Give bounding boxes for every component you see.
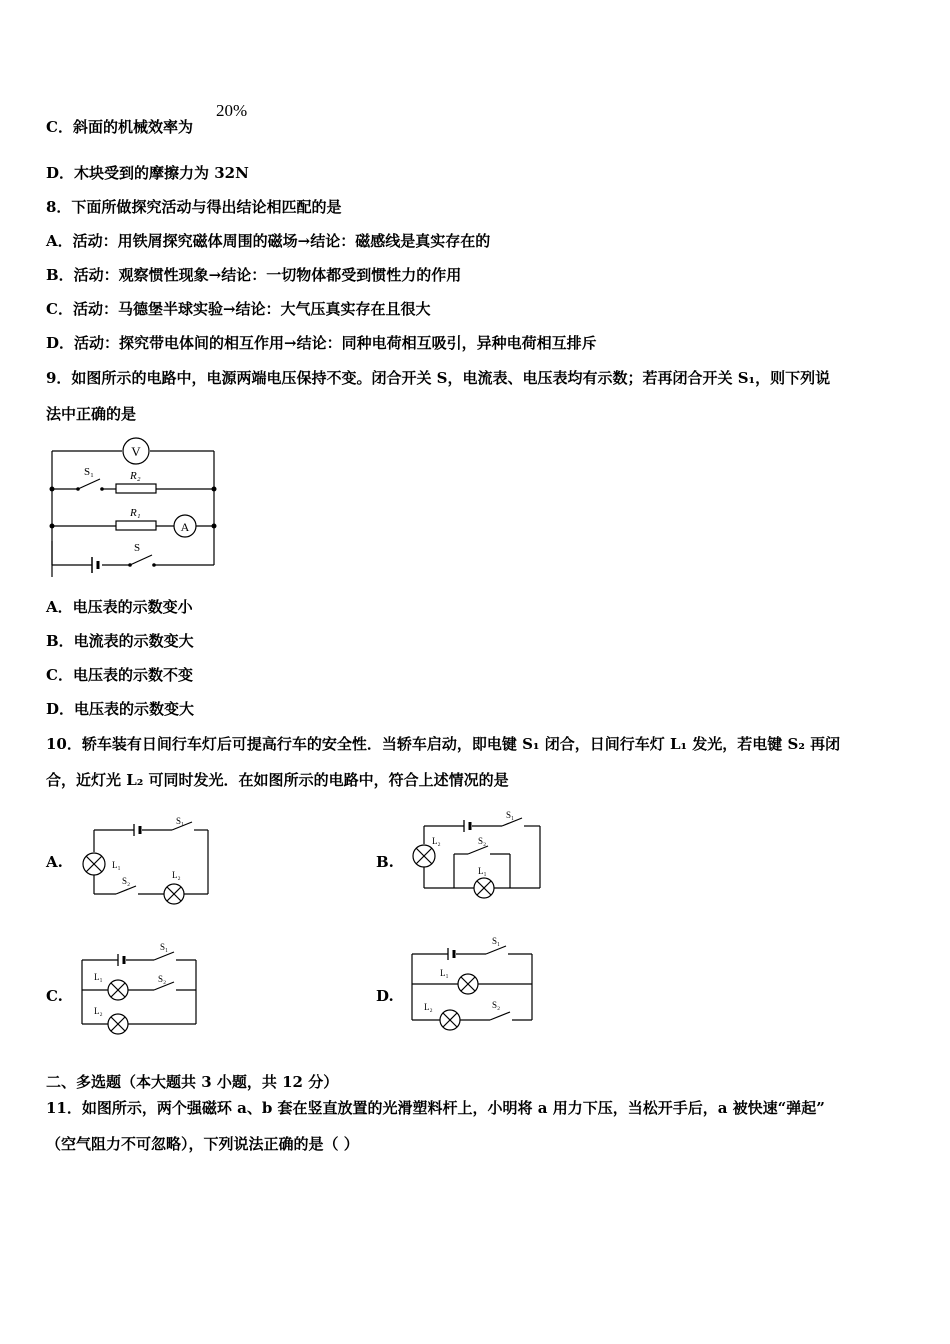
- q10-option-d-label: D.: [376, 987, 394, 1005]
- q10-circuit-a: [76, 812, 216, 912]
- q8-option-d: D．活动：探究带电体间的相互作用→结论：同种电荷相互吸引，异种电荷相互排斥: [46, 334, 597, 352]
- q10a-l1: L₁: [112, 860, 121, 870]
- q10c-l2: L₂: [94, 1006, 103, 1016]
- q9-circuit-diagram: [46, 437, 226, 577]
- q10b-s2: S₂: [478, 836, 487, 846]
- q9-label-s1: S₁: [84, 466, 94, 478]
- q9-option-d: D．电压表的示数变大: [46, 700, 195, 718]
- q8-option-b: B．活动：观察惯性现象→结论：一切物体都受到惯性力的作用: [46, 266, 462, 284]
- q9-label-r1: R₁: [130, 507, 141, 519]
- q9-option-a: A．电压表的示数变小: [46, 598, 193, 616]
- q11-stem-line1: 11．如图所示，两个强磁环 a、b 套在竖直放置的光滑塑料杆上，小明将 a 用力下压，当松开手后，a 被快速“弹起”: [46, 1099, 825, 1117]
- q10-stem-line2: 合，近灯光 L₂ 可同时发光．在如图所示的电路中，符合上述情况的是: [46, 771, 509, 789]
- q10c-s2: S₂: [158, 974, 167, 984]
- q10-option-c-label: C.: [46, 987, 63, 1005]
- q10b-l2: L₂: [432, 836, 441, 846]
- q9-label-r2: R₂: [130, 470, 141, 482]
- q9-stem-line2: 法中正确的是: [46, 405, 137, 423]
- q10d-l2: L₂: [424, 1002, 433, 1012]
- q10d-l1: L₁: [440, 968, 449, 978]
- q10b-s1: S₁: [506, 810, 515, 820]
- q7-option-d: D．木块受到的摩擦力为 32N: [46, 164, 249, 182]
- q10a-s1: S₁: [176, 816, 185, 826]
- q10b-l1: L₁: [478, 866, 487, 876]
- q10-option-a-label: A.: [46, 853, 63, 871]
- q10a-s2: S₂: [122, 876, 131, 886]
- q10d-s1: S₁: [492, 936, 501, 946]
- voltmeter-label: V: [131, 444, 141, 459]
- q10c-s1: S₁: [160, 942, 169, 952]
- q10c-l1: L₁: [94, 972, 103, 982]
- q9-option-c: C．电压表的示数不变: [46, 666, 193, 684]
- q10a-l2: L₂: [172, 870, 181, 880]
- q8-stem: 8．下面所做探究活动与得出结论相匹配的是: [46, 198, 342, 216]
- q8-option-c: C．活动：马德堡半球实验→结论：大气压真实存在且很大: [46, 300, 431, 318]
- q10-circuit-d: [406, 934, 546, 1034]
- q7-option-c-value: 20%: [216, 101, 248, 120]
- q9-stem-line1: 9．如图所示的电路中，电源两端电压保持不变。闭合开关 S，电流表、电压表均有示数；若再闭合开关 S₁，则下列说: [46, 369, 831, 387]
- q10d-s2: S₂: [492, 1000, 501, 1010]
- section-heading: 二、多选题（本大题共 3 小题，共 12 分）: [46, 1073, 339, 1091]
- q8-option-a: A．活动：用铁屑探究磁体周围的磁场→结论：磁感线是真实存在的: [46, 232, 491, 250]
- q10-stem-line1: 10．轿车装有日间行车灯后可提高行车的安全性．当轿车启动，即电键 S₁ 闭合，日间行车灯 L₁ 发光，若电键 S₂ 再闭: [46, 735, 841, 753]
- q7-option-c: C．斜面的机械效率为: [46, 118, 193, 136]
- ammeter-label: A: [180, 520, 190, 534]
- q10-circuit-c: [76, 940, 216, 1040]
- q9-option-b: B．电流表的示数变大: [46, 632, 194, 650]
- q11-stem-line2: （空气阻力不可忽略），下列说法正确的是（ ）: [46, 1135, 359, 1153]
- q9-label-s: S: [134, 542, 141, 554]
- q10-option-b-label: B.: [376, 853, 394, 871]
- q10-circuit-b: [406, 806, 546, 906]
